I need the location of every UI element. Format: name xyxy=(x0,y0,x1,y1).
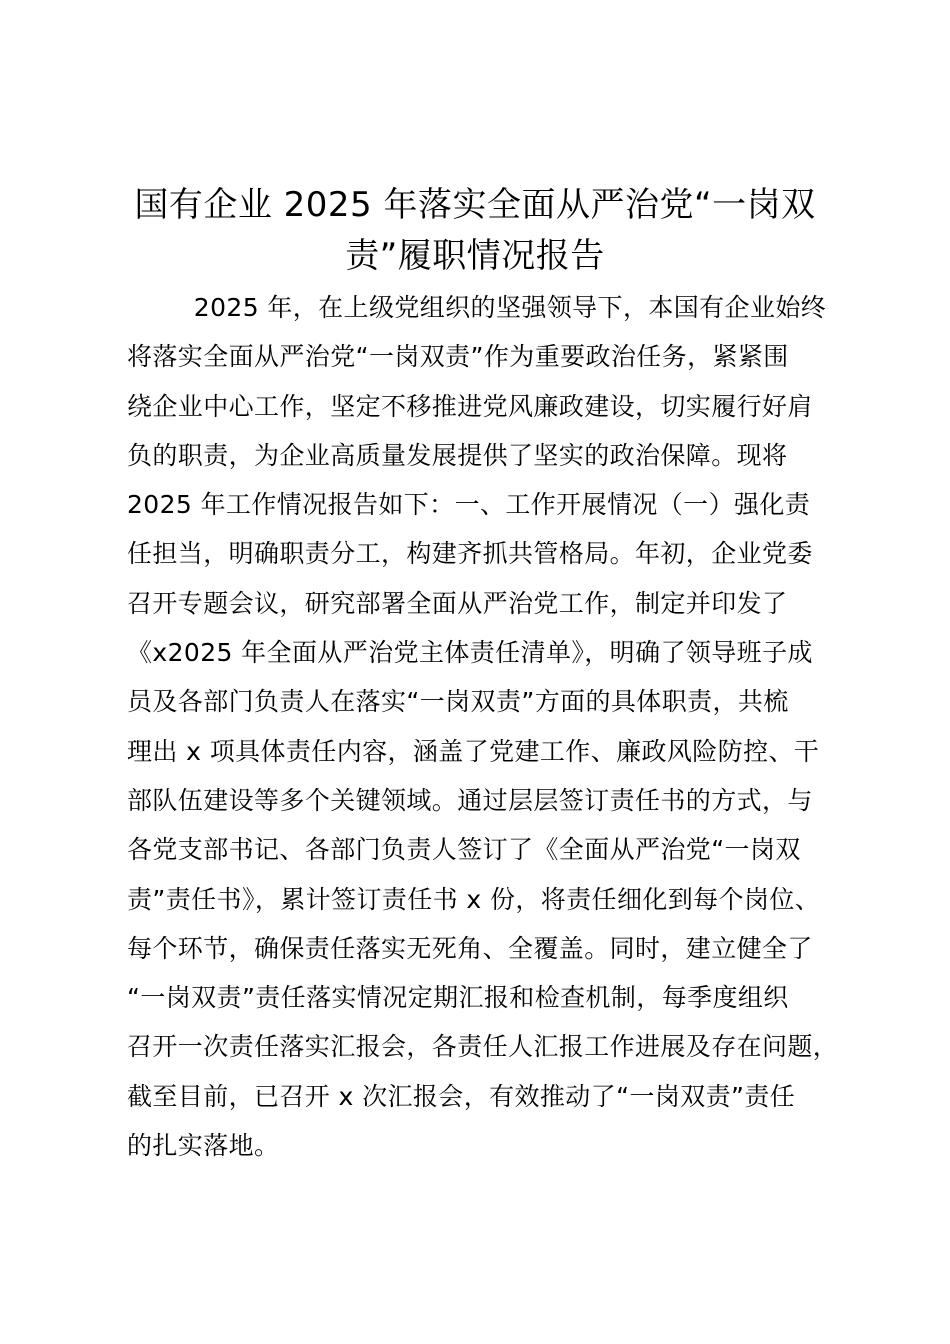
body-line: 2025 年，在上级党组织的坚强领导下，本国有企业始终 xyxy=(127,293,827,322)
body-line: 理出 x 项具体责任内容，涵盖了党建工作、廉政风险防控、干 xyxy=(127,736,820,766)
body-line: 责”责任书》，累计签订责任书 x 份，将责任细化到每个岗位、 xyxy=(127,884,821,914)
body-line: 将落实全面从严治党“一岗双责”作为重要政治任务，紧紧围 xyxy=(127,342,789,372)
body-line: 截至目前，已召开 x 次汇报会，有效推动了“一岗双责”责任 xyxy=(127,1081,796,1111)
title-line-1: 国有企业 2025 年落实全面从严治党“一岗双 xyxy=(134,185,816,225)
document-title xyxy=(110,180,840,282)
body-line: 部队伍建设等多个关键领域。通过层层签订责任书的方式，与 xyxy=(127,785,813,815)
body-line: 每个环节，确保责任落实无死角、全覆盖。同时，建立健全了 xyxy=(127,933,813,963)
body-line: 各党支部书记、各部门负责人签订了《全面从严治党“一岗双 xyxy=(127,835,801,865)
body-line: 召开一次责任落实汇报会，各责任人汇报工作进展及存在问题， xyxy=(127,1032,839,1062)
body-line: 2025 年工作情况报告如下：一、工作开展情况（一）强化责 xyxy=(127,490,811,520)
body-line: 负的职责，为企业高质量发展提供了坚实的政治保障。现将 xyxy=(127,440,788,470)
body-line: 召开专题会议，研究部署全面从严治党工作，制定并印发了 xyxy=(127,588,788,618)
body-line: 《x2025 年全面从严治党主体责任清单》，明确了领导班子成 xyxy=(127,638,813,668)
report-body xyxy=(127,283,867,1170)
body-line: 绕企业中心工作，坚定不移推进党风廉政建设，切实履行好肩 xyxy=(127,391,813,421)
title-line-2: 责”履职情况报告 xyxy=(345,236,605,276)
body-line: “一岗双责”责任落实情况定期汇报和检查机制，每季度组织 xyxy=(127,983,789,1013)
body-line: 任担当，明确职责分工，构建齐抓共管格局。年初，企业党委 xyxy=(127,539,813,569)
body-line: 的扎实落地。 xyxy=(127,1131,280,1161)
body-line: 员及各部门负责人在落实“一岗双责”方面的具体职责，共梳 xyxy=(127,687,789,717)
